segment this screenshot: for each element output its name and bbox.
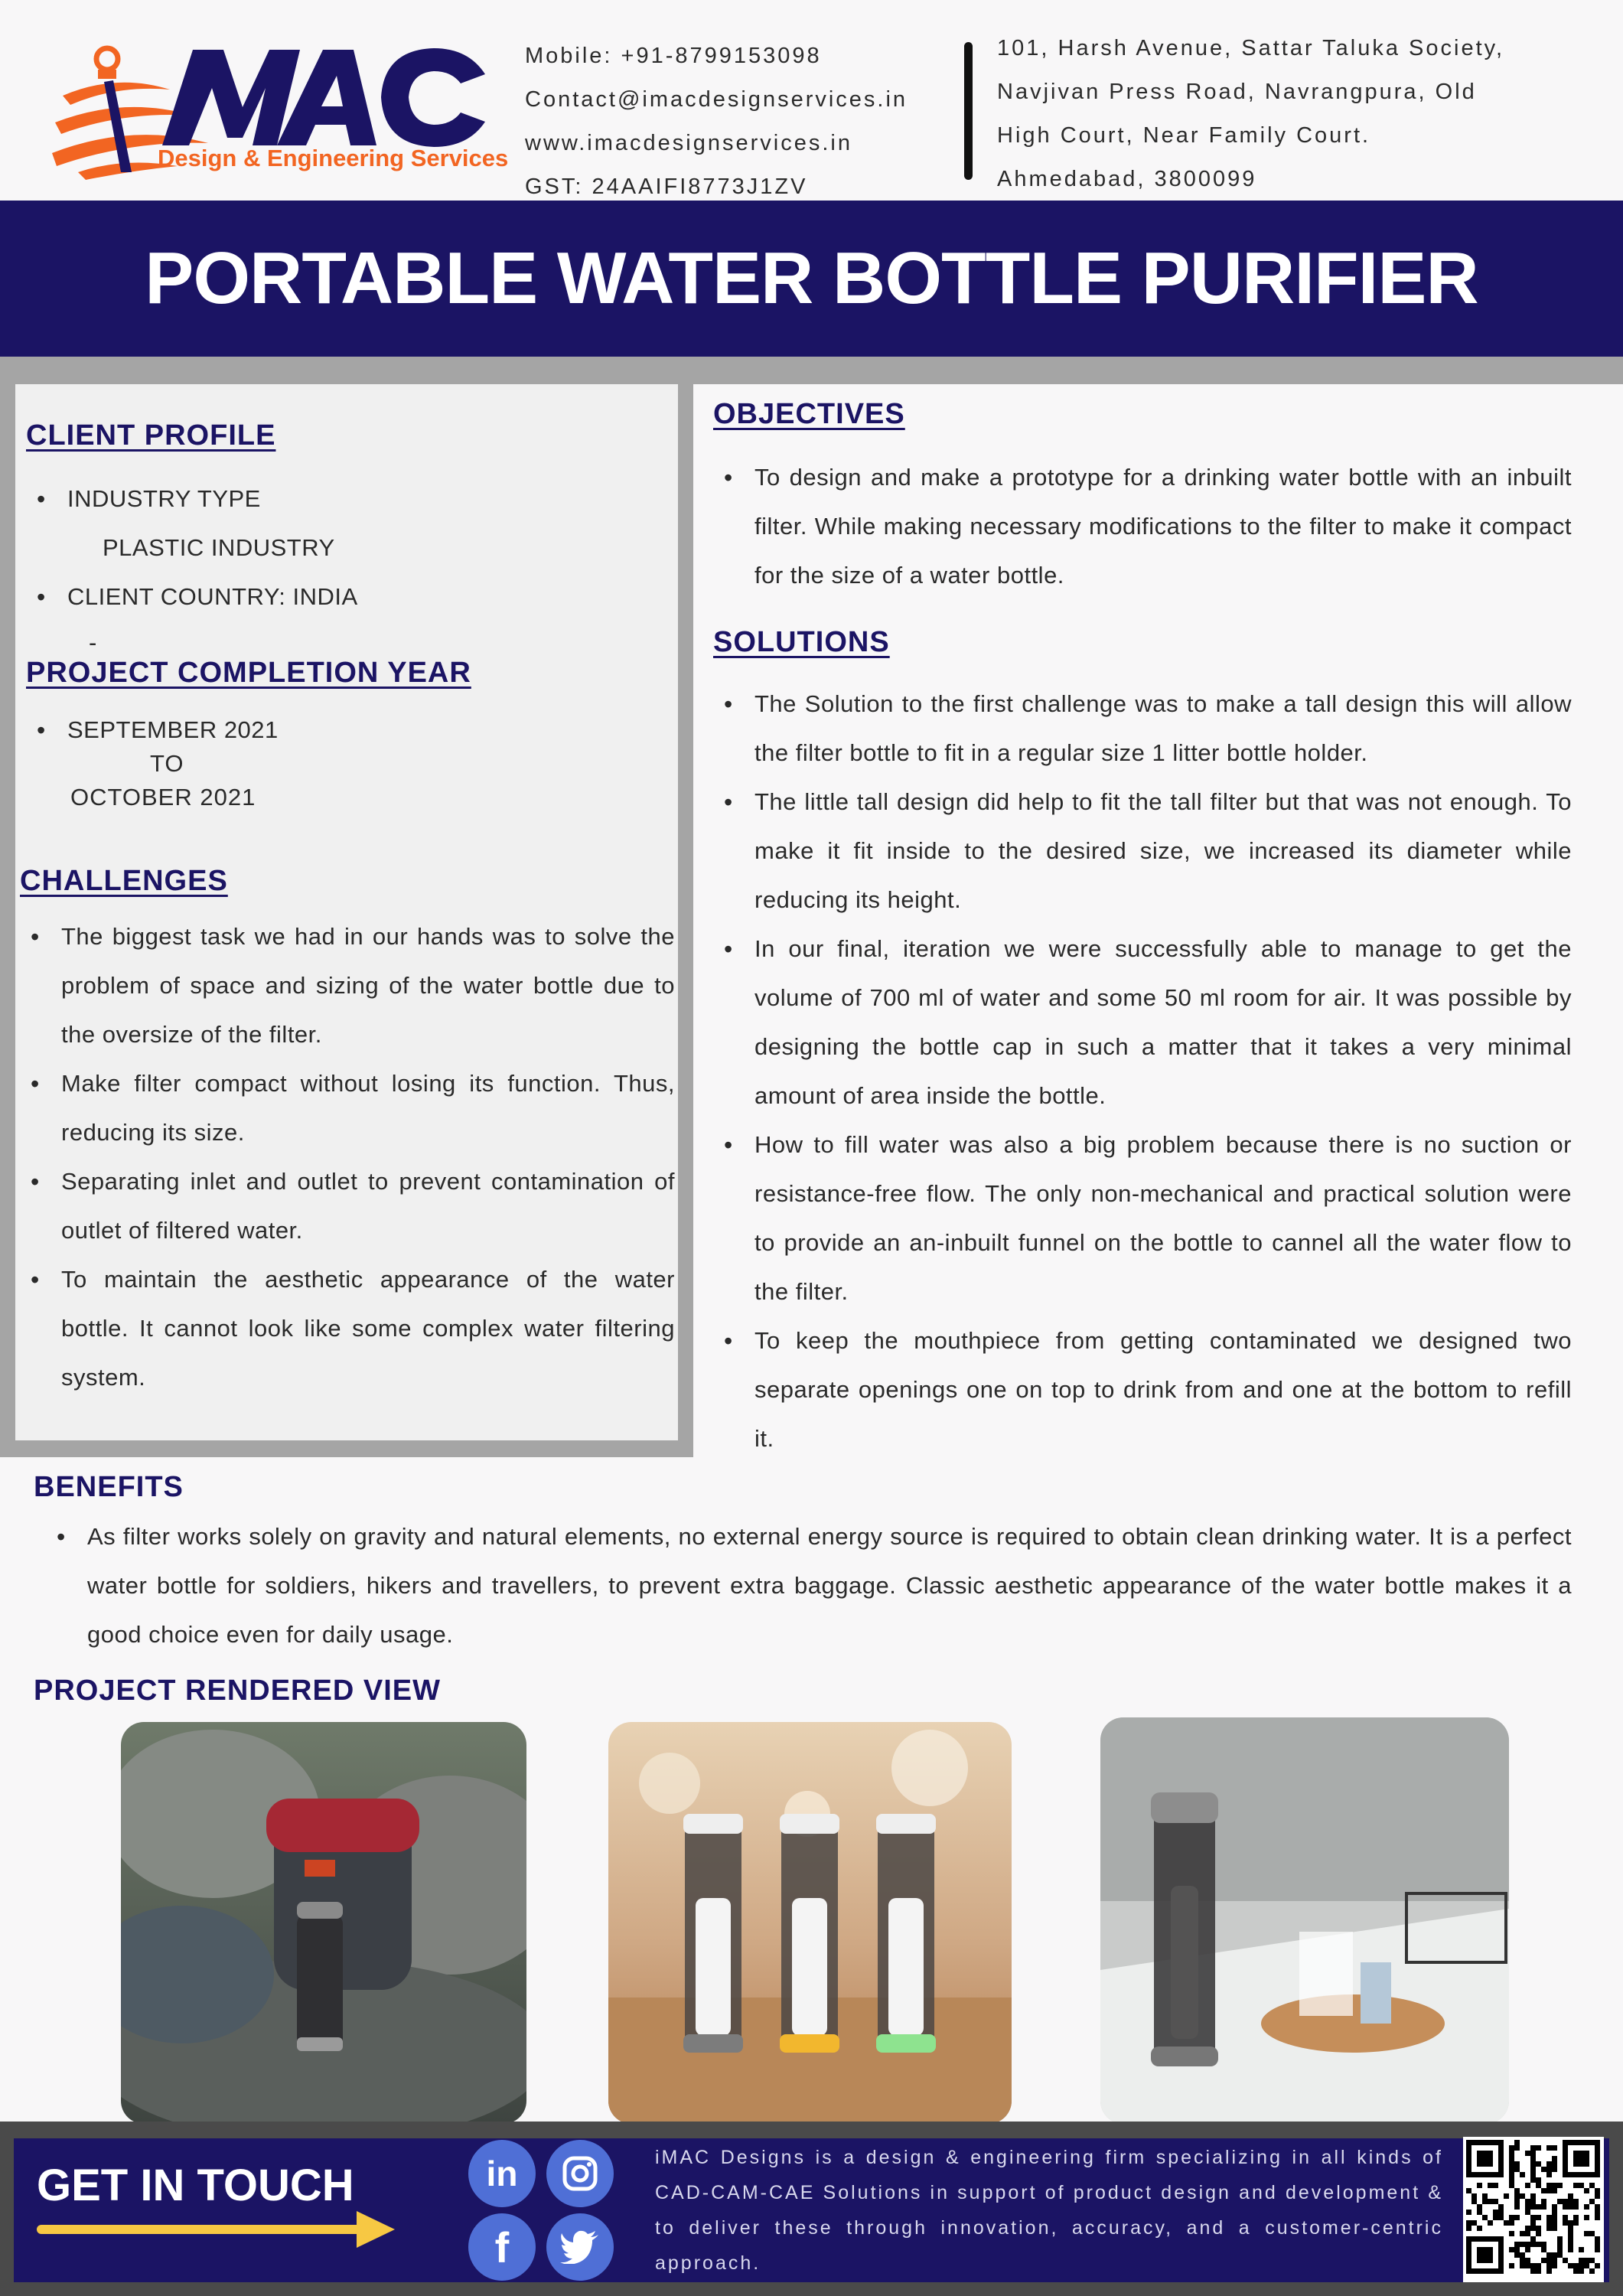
objectives-heading: OBJECTIVES xyxy=(713,398,905,430)
footer-about-text: iMAC Designs is a design & engineering firm specializing in all kinds of CAD-CAM-CAE Solutions in support of product design and development & to deliver these through innovation, accuracy, and a customer-centric approach. xyxy=(655,2147,1443,2274)
list-item xyxy=(26,713,669,747)
address-line: Ahmedabad, 3800099 xyxy=(997,167,1257,191)
challenges-heading: CHALLENGES xyxy=(20,865,228,897)
list-item: • The biggest task we had in our hands was to solve the problem of space and sizing of the water bottle due to the oversize of the filter. xyxy=(20,912,675,1059)
render-outdoor-image xyxy=(121,1722,526,2124)
client-profile-list xyxy=(26,475,669,621)
contact-gst: GST: 24AAIFI8773J1ZV xyxy=(525,174,808,199)
completion-start: SEPTEMBER 2021 xyxy=(67,716,279,743)
industry-value: PLASTIC INDUSTRY xyxy=(103,534,335,561)
list-item: • Separating inlet and outlet to prevent contamination of outlet of filtered water. xyxy=(20,1157,675,1255)
list-item: • To maintain the aesthetic appearance of the water bottle. It cannot look like some complex water filtering system. xyxy=(20,1255,675,1402)
solutions-list xyxy=(713,680,1572,1463)
contact-website[interactable]: www.imacdesignservices.in xyxy=(525,131,852,155)
list-item: • CLIENT COUNTRY: INDIA xyxy=(26,572,669,621)
address-line: High Court, Near Family Court. xyxy=(997,123,1371,148)
completion-heading: PROJECT COMPLETION YEAR xyxy=(26,657,471,689)
solutions-heading: SOLUTIONS xyxy=(713,626,890,658)
objectives-list xyxy=(713,453,1572,600)
address-block xyxy=(997,27,1609,201)
get-in-touch-heading: GET IN TOUCH xyxy=(37,2161,354,2210)
address-line: 101, Harsh Avenue, Sattar Taluka Society, xyxy=(997,36,1505,60)
completion-end: OCTOBER 2021 xyxy=(70,784,256,810)
instagram-icon[interactable] xyxy=(546,2140,614,2207)
page-title: PORTABLE WATER BOTTLE PURIFIER xyxy=(145,237,1478,319)
list-item xyxy=(26,475,669,572)
completion-to: TO xyxy=(150,750,184,777)
logo-tagline: Design & Engineering Services xyxy=(158,145,509,171)
linkedin-icon[interactable]: in xyxy=(468,2140,536,2207)
twitter-icon[interactable] xyxy=(546,2213,614,2281)
industry-label: INDUSTRY TYPE xyxy=(67,485,261,512)
benefits-list xyxy=(46,1512,1572,1659)
benefits-heading: BENEFITS xyxy=(34,1471,184,1503)
render-table-image xyxy=(1100,1717,1509,2124)
arrow-right-icon xyxy=(37,2208,396,2258)
header-divider xyxy=(964,42,973,180)
address-line: Navjivan Press Road, Navrangpura, Old xyxy=(997,80,1477,104)
list-item: • To keep the mouthpiece from getting contaminated we designed two separate openings one on top to drink from and one at the bottom to refill it. xyxy=(713,1316,1572,1463)
company-logo xyxy=(47,42,509,180)
list-item: • How to fill water was also a big problem because there is no suction or resistance-free flow. The only non-mechanical and practical solution were to provide an an-inbuilt funnel on the bottle to cannel all the water flow to the filter. xyxy=(713,1120,1572,1316)
qr-code[interactable] xyxy=(1463,2137,1604,2282)
contact-email[interactable]: Contact@imacdesignservices.in xyxy=(525,87,908,112)
contact-mobile: Mobile: +91-8799153098 xyxy=(525,44,822,68)
contact-info xyxy=(525,34,976,209)
completion-list xyxy=(26,713,669,814)
render-three-bottles-image xyxy=(608,1722,1012,2124)
client-profile-heading: CLIENT PROFILE xyxy=(26,419,276,452)
facebook-icon[interactable]: f xyxy=(468,2213,536,2281)
list-item: • In our final, iteration we were successfully able to manage to get the volume of 700 ml of water and some 50 ml room for air. It was possible by designing the bottle cap in such a matter that it takes a very minimal amount of area inside the bottle. xyxy=(713,925,1572,1120)
list-item: • Make filter compact without losing its function. Thus, reducing its size. xyxy=(20,1059,675,1157)
list-item: • The little tall design did help to fit the tall filter but that was not enough. To make it fit inside to the desired size, we increased its diameter while reducing its height. xyxy=(713,778,1572,925)
challenges-list xyxy=(20,912,675,1402)
list-item: • The Solution to the first challenge was to make a tall design this will allow the filter bottle to fit in a regular size 1 litter bottle holder. xyxy=(713,680,1572,778)
list-item: • As filter works solely on gravity and natural elements, no external energy source is required to obtain clean drinking water. It is a perfect water bottle for soldiers, hikers and travellers, to prevent extra baggage. Classic aesthetic appearance of the water bottle makes it a good choice even for daily usage. xyxy=(46,1512,1572,1659)
rendered-view-heading: PROJECT RENDERED VIEW xyxy=(34,1675,441,1707)
dash-mark: - xyxy=(89,629,98,656)
list-item: • To design and make a prototype for a drinking water bottle with an inbuilt filter. While making necessary modifications to the filter to make it compact for the size of a water bottle. xyxy=(713,453,1572,600)
